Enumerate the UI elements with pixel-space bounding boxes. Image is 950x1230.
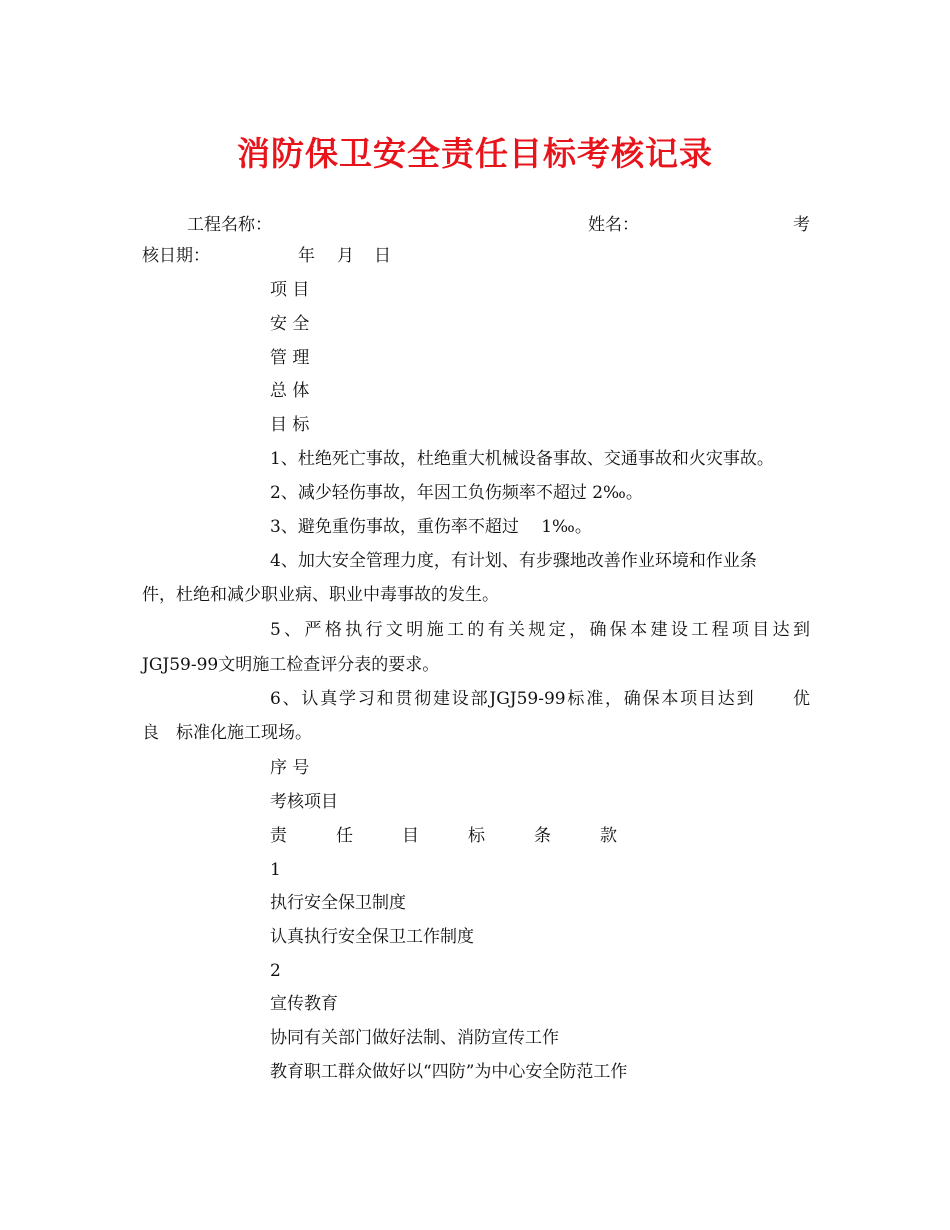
row-1-term: 认真执行安全保卫工作制度 [270,927,474,947]
date-label-start: 考 [793,215,810,235]
row-1-seq: 1 [270,860,281,880]
date-label: 核日期： [142,246,210,266]
goal-heading-line: 管 理 [270,348,310,368]
table-header-seq: 序 号 [270,758,310,778]
goal-item-6-line2: 良 标准化施工现场。 [142,723,312,743]
table-header-term-char: 任 [336,826,353,846]
document-title: 消防保卫安全责任目标考核记录 [237,134,713,173]
date-day: 日 [374,246,391,266]
project-name-label: 工程名称： [187,215,272,235]
goal-item-2: 2、减少轻伤事故，年因工负伤频率不超过 2‰。 [270,483,643,503]
table-header-term-char: 条 [534,826,551,846]
date-year: 年 [298,246,315,266]
table-header-term-char: 责 [270,826,287,846]
goal-item-6-line1: 6、认真学习和贯彻建设部JGJ59-99标准，确保本项目达到 优 [270,689,810,709]
table-header-item: 考核项目 [270,792,338,812]
goal-item-4-line1: 4、加大安全管理力度，有计划、有步骤地改善作业环境和作业条 [270,551,757,571]
goal-heading-line: 总 体 [270,381,310,401]
goal-item-3: 3、避免重伤事故，重伤率不超过 1‰。 [270,517,592,537]
row-2-item: 宣传教育 [270,994,338,1014]
table-header-term-char: 款 [600,826,617,846]
table-header-term-char: 标 [468,826,485,846]
goal-heading-line: 项 目 [270,280,310,300]
row-2-term: 协同有关部门做好法制、消防宣传工作 [270,1028,559,1048]
row-2-seq: 2 [270,961,281,981]
row-2-term: 教育职工群众做好以“四防”为中心安全防范工作 [270,1062,628,1082]
goal-item-5-line1: 5、严格执行文明施工的有关规定，确保本建设工程项目达到 [270,620,810,640]
goal-heading-line: 目 标 [270,415,310,435]
table-header-term-char: 目 [402,826,419,846]
date-month: 月 [337,246,354,266]
date-row [142,245,210,267]
row-1-item: 执行安全保卫制度 [270,893,406,913]
goal-heading-line: 安 全 [270,314,310,334]
name-label: 姓名： [588,215,639,235]
header-info-row [142,210,810,235]
goal-item-4-line2: 件，杜绝和减少职业病、职业中毒事故的发生。 [142,585,499,605]
table-header-terms [270,825,666,847]
goal-item-5-line2: JGJ59-99文明施工检查评分表的要求。 [142,655,440,675]
goal-item-1: 1、杜绝死亡事故，杜绝重大机械设备事故、交通事故和火灾事故。 [270,449,774,469]
